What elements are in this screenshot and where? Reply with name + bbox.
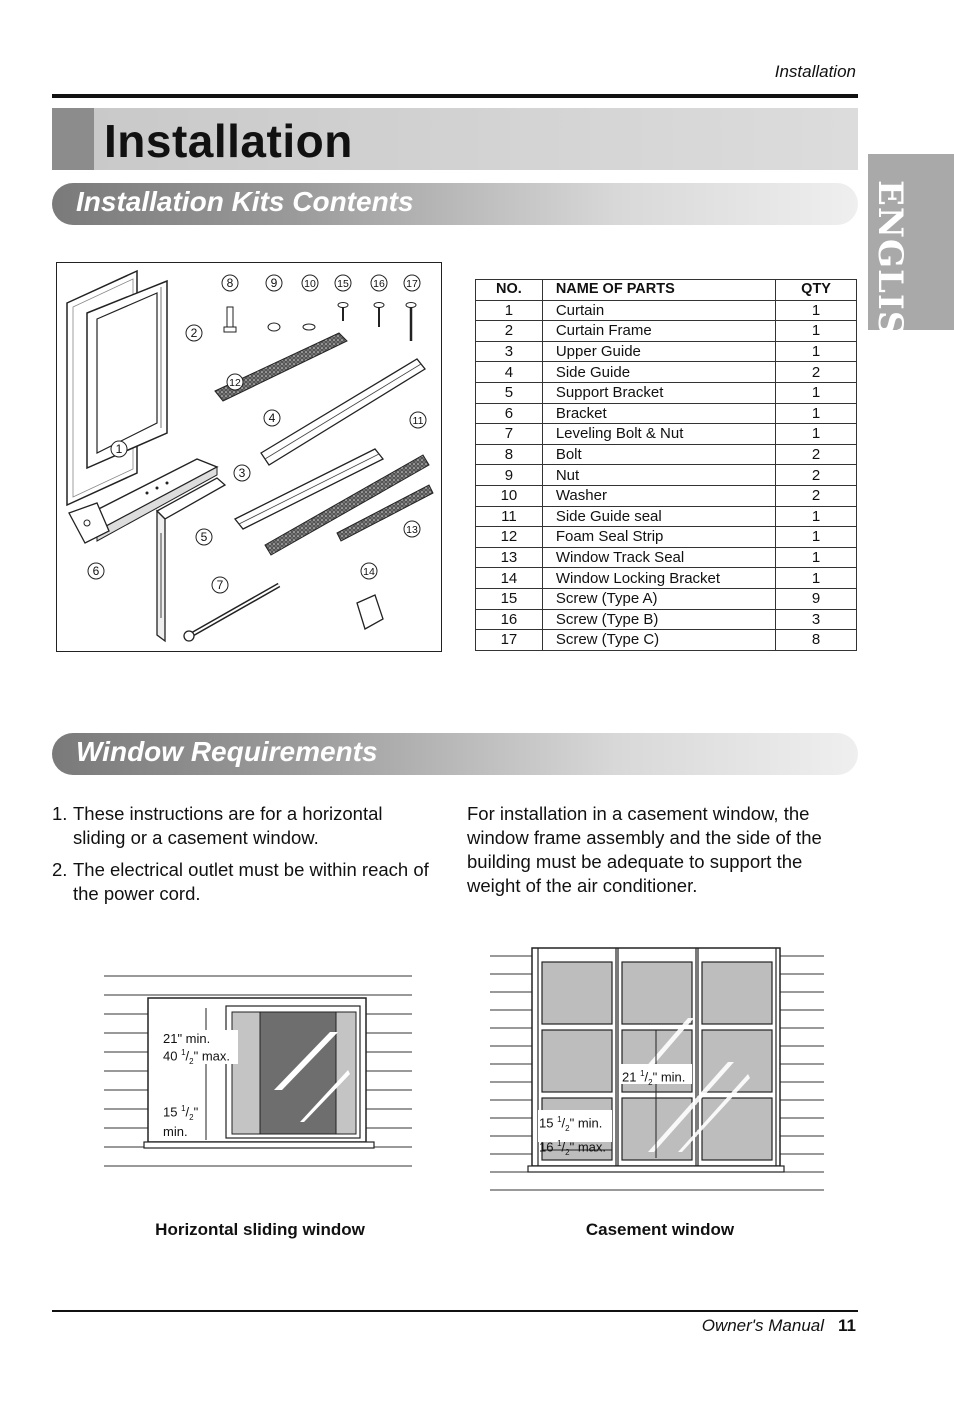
cell-qty: 1 [776,547,857,568]
cell-name: Support Bracket [542,382,775,403]
cell-no: 16 [476,609,543,630]
cell-qty: 1 [776,300,857,321]
callout-13: 13 [406,524,418,536]
list-item [52,802,436,850]
cell-no: 5 [476,382,543,403]
table-row [476,382,857,403]
table-row [476,341,857,362]
table-row [476,424,857,445]
callout-8: 8 [226,276,234,290]
parts-drawing [57,263,441,651]
table-row [476,444,857,465]
cell-name: Screw (Type B) [542,609,775,630]
cell-qty: 2 [776,485,857,506]
cell-name: Leveling Bolt & Nut [542,424,775,445]
cell-qty: 3 [776,609,857,630]
cell-no: 14 [476,568,543,589]
parts-illustration [56,262,442,652]
callout-14: 14 [363,566,375,578]
callout-10: 10 [304,278,316,290]
cell-qty: 9 [776,588,857,609]
cell-qty: 2 [776,465,857,486]
cell-qty: 1 [776,568,857,589]
casement-dim-width [539,1112,606,1160]
table-row [476,547,857,568]
cell-no: 7 [476,424,543,445]
cell-name: Curtain Frame [542,321,775,342]
horizontal-dim-height [163,1032,230,1069]
cell-name: Side Guide seal [542,506,775,527]
cell-qty: 1 [776,341,857,362]
cell-qty: 1 [776,527,857,548]
cell-name: Side Guide [542,362,775,383]
list-item-number: 2. [52,859,68,880]
table-row [476,568,857,589]
dim-label: 21" min. [163,1031,211,1046]
callout-12: 12 [229,377,241,389]
cell-name: Screw (Type C) [542,630,775,651]
header-name: NAME OF PARTS [542,280,775,301]
table-row [476,300,857,321]
bottom-rule [52,1310,858,1312]
parts-table [475,279,857,651]
page-title: Installation [104,115,353,167]
cell-no: 11 [476,506,543,527]
header-qty: QTY [776,280,857,301]
running-header: Installation [774,62,856,81]
requirements-list [52,802,436,914]
header-no: NO. [476,280,543,301]
list-item-text: These instructions are for a horizontal sliding or a casement window. [73,803,383,848]
table-row [476,630,857,651]
table-row [476,403,857,424]
cell-qty: 2 [776,444,857,465]
cell-name: Curtain [542,300,775,321]
callout-17: 17 [406,278,418,290]
cell-qty: 8 [776,630,857,651]
cell-name: Foam Seal Strip [542,527,775,548]
table-row [476,609,857,630]
table-header-row [476,280,857,301]
title-accent-block [52,108,94,170]
cell-no: 15 [476,588,543,609]
horizontal-window-figure [104,970,414,1170]
casement-dim-height: 21 $^1/_2$" min. [622,1069,686,1087]
callout-15: 15 [337,278,349,290]
cell-name: Washer [542,485,775,506]
cell-no: 4 [476,362,543,383]
dim-label: 15 $^1/_2$" [163,1104,199,1122]
table-row [476,527,857,548]
table-row [476,362,857,383]
cell-qty: 1 [776,382,857,403]
footer-manual-title: Owner's Manual [701,1316,825,1335]
casement-note: For installation in a casement window, the window frame assembly and the side of the building must be adequate to support the weight of the air conditioner. [467,803,822,896]
callout-7: 7 [216,578,224,592]
callout-2: 2 [190,326,198,340]
cell-no: 8 [476,444,543,465]
casement-window-caption: Casement window [585,1220,735,1239]
cell-no: 12 [476,527,543,548]
dim-label: 16 $^1/_2$" max. [539,1138,607,1157]
callout-3: 3 [238,466,246,480]
cell-no: 17 [476,630,543,651]
cell-qty: 1 [776,424,857,445]
cell-qty: 1 [776,403,857,424]
callout-1: 1 [115,442,123,456]
table-row [476,485,857,506]
section-title-window: Window Requirements [76,736,378,767]
list-item-number: 1. [52,803,68,824]
table-row [476,506,857,527]
callout-5: 5 [200,530,208,544]
horizontal-window-caption: Horizontal sliding window [155,1220,365,1239]
parts-table-body [476,300,857,650]
cell-qty: 1 [776,321,857,342]
cell-name: Upper Guide [542,341,775,362]
cell-no: 2 [476,321,543,342]
table-row [476,588,857,609]
cell-name: Bracket [542,403,775,424]
list-item-text: The electrical outlet must be within reach of the power cord. [73,859,429,904]
callout-6: 6 [92,564,100,578]
section-title-kits: Installation Kits Contents [76,186,414,217]
top-rule [52,94,858,98]
page-number: 11 [838,1316,856,1335]
cell-no: 3 [476,341,543,362]
table-row [476,465,857,486]
callout-9: 9 [270,276,278,290]
callout-11: 11 [412,415,424,427]
page-footer [600,1316,856,1336]
cell-name: Screw (Type A) [542,588,775,609]
cell-no: 9 [476,465,543,486]
cell-no: 10 [476,485,543,506]
callout-4: 4 [268,411,276,425]
cell-qty: 1 [776,506,857,527]
horizontal-dim-sill [163,1102,198,1139]
table-row [476,321,857,342]
cell-name: Window Locking Bracket [542,568,775,589]
cell-no: 13 [476,547,543,568]
cell-name: Bolt [542,444,775,465]
dim-label: min. [163,1123,188,1139]
horizontal-window-drawing [104,970,414,1170]
cell-qty: 2 [776,362,857,383]
list-item [52,858,436,906]
dim-label: 15 $^1/_2$" min. [539,1115,603,1133]
language-label: ENGLISH [870,180,910,370]
cell-no: 1 [476,300,543,321]
dim-label: 40 $^1/_2$" max. [163,1048,231,1066]
cell-name: Nut [542,465,775,486]
callout-16: 16 [373,278,385,290]
cell-no: 6 [476,403,543,424]
cell-name: Window Track Seal [542,547,775,568]
